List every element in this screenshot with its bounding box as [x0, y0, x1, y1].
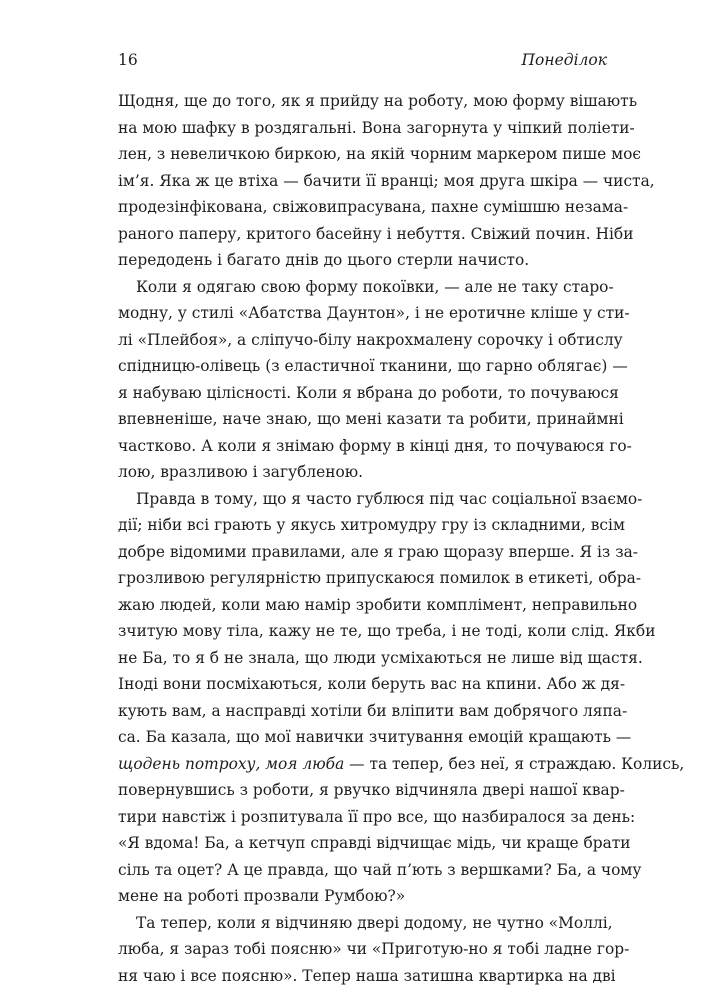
page-number: 16 [118, 51, 138, 69]
paragraph-1 [118, 88, 655, 274]
text-line: сіль та оцет? А це правда, що чай п’ють з вершками? Ба, а чому [118, 860, 642, 879]
paragraph-3 [118, 486, 685, 910]
text-line: впевненіше, наче знаю, що мені казати та робити, принаймні [118, 410, 624, 428]
text-line: Іноді вони посміхаються, коли беруть вас на кпини. Або ж дя- [118, 675, 626, 693]
paragraph-4 [118, 910, 630, 990]
text-line: добре відомими правилами, але я граю щоразу вперше. Я із за- [118, 542, 638, 561]
text-line: модну, у стилі «Абатства Даунтон», і не еротичне кліше у сти- [118, 304, 630, 322]
text-line: кують вам, а насправді хотіли би вліпити вам добрячого ляпа- [118, 701, 628, 720]
text-line: дії; ніби всі грають у якусь хитромудру гру із складними, всім [118, 516, 625, 534]
text-line: «Я вдома! Ба, а кетчуп справді відчищає мідь, чи краще брати [118, 834, 631, 852]
text-line: зчитую мову тіла, кажу не те, що треба, і не тоді, коли слід. Якби [118, 622, 656, 640]
italic-quote: щодень потроху, моя люба [118, 754, 345, 773]
text-line: грозливою регулярністю припускаюся помилок в етикеті, обра- [118, 569, 642, 587]
text-line: я набуваю цілісності. Коли я вбрана до роботи, то почуваюся [118, 383, 619, 402]
text-line: спідницю-олівець (з еластичної тканини, що гарно облягає) — [118, 357, 628, 375]
body-text [118, 88, 685, 989]
text-line: жаю людей, коли маю намір зробити комплімент, неправильно [118, 595, 638, 614]
text-line: на мою шафку в роздягальні. Вона загорнута у чіпкий поліети- [118, 118, 635, 137]
text-line: Коли я одягаю свою форму покоївки, — але не таку старо- [136, 277, 614, 296]
text-line: не Ба, то я б не знала, що люди усміхаються не лише від щастя. [118, 648, 643, 667]
text-line: передодень і багато днів до цього стерли начисто. [118, 251, 530, 269]
text-line: продезінфікована, свіжовипрасувана, пахне сумішшю незама- [118, 198, 629, 216]
text-line: ня чаю і все поясню». Тепер наша затишна квартирка на дві [118, 966, 616, 985]
text-line: раного паперу, критого басейну і небуття. Свіжий почин. Ніби [118, 224, 634, 243]
running-head: Понеділок [521, 51, 607, 69]
text-line: лою, вразливою і загубленою. [118, 463, 364, 481]
text-line: повернувшись з роботи, я рвучко відчиняла двері нашої квар- [118, 781, 625, 799]
text-line: частково. А коли я знімаю форму в кінці дня, то почуваюся го- [118, 436, 632, 455]
text-line: люба, я зараз тобі поясню» чи «Приготую-но я тобі ладне гор- [118, 940, 630, 958]
text-line: са. Ба казала, що мої навички зчитування емоцій кращають — [118, 728, 632, 746]
text-line-with-italic [118, 751, 685, 778]
text-line: тири навстіж і розпитувала її про все, що назбиралося за день: [118, 807, 636, 826]
text-line: лен, з невеличкою биркою, на якій чорним маркером пише моє [118, 145, 641, 163]
text-line-rest: — та тепер, без неї, я страждаю. Колись, [344, 754, 685, 773]
paragraph-2 [118, 274, 632, 486]
text-line: Правда в тому, що я часто гублюся під час соціальної взаємо- [136, 489, 643, 508]
text-line: лі «Плейбоя», а сліпучо-білу накрохмалену сорочку і обтислу [118, 330, 623, 349]
text-line: мене на роботі прозвали Румбою?» [118, 887, 406, 905]
text-line: Щодня, ще до того, як я прийду на роботу, мою форму вішають [118, 92, 638, 110]
text-line: ім’я. Яка ж це втіха — бачити її вранці; моя друга шкіра — чиста, [118, 171, 655, 190]
text-line: Та тепер, коли я відчиняю двері додому, не чутно «Моллі, [136, 913, 613, 932]
